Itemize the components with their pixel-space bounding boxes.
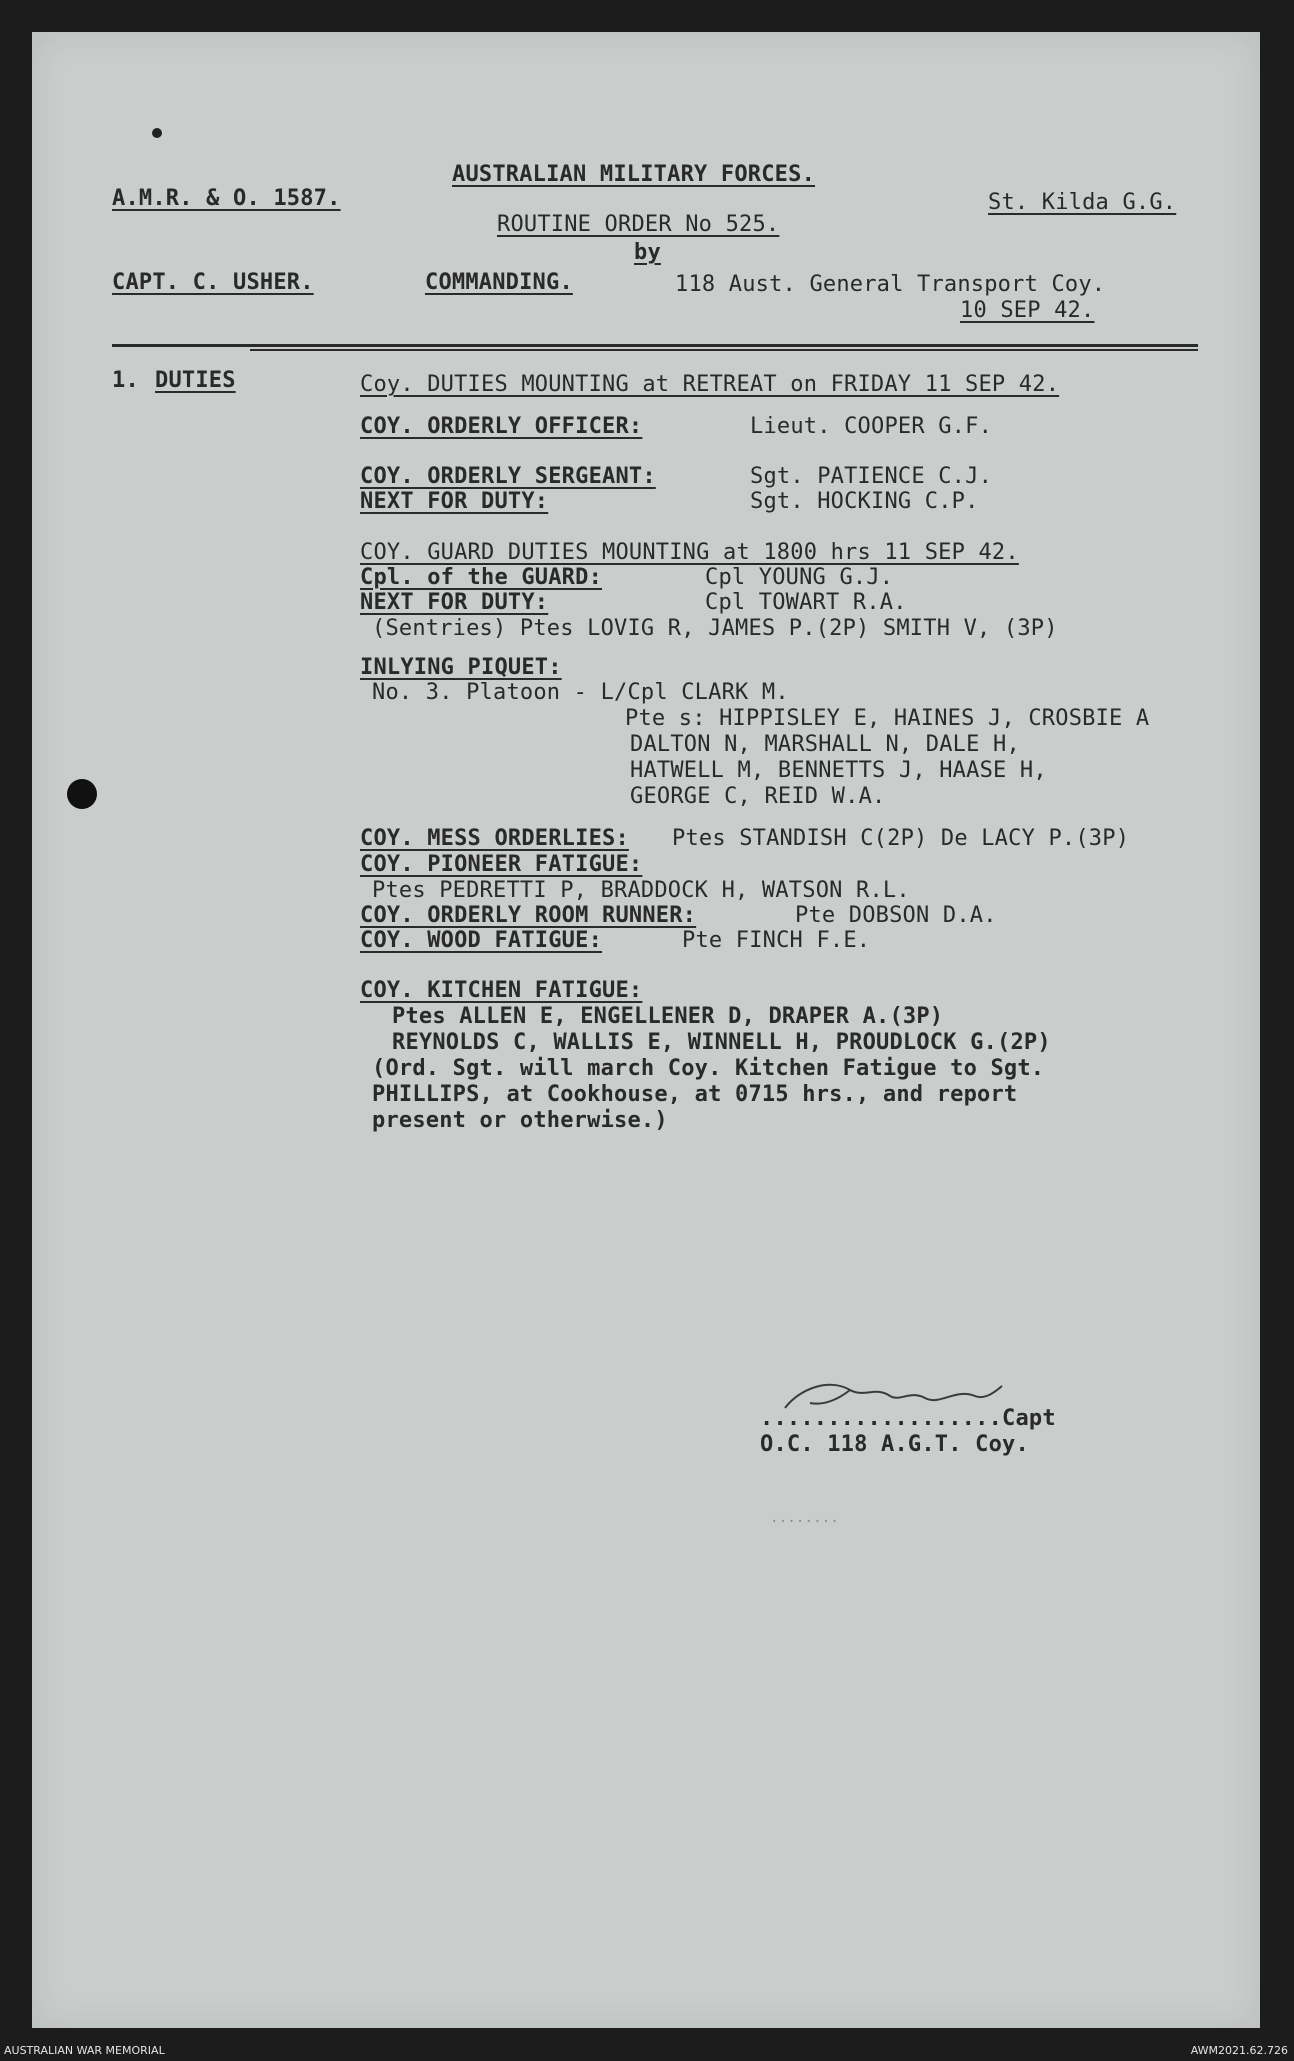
inlying-piquet-label: INLYING PIQUET: — [360, 655, 562, 680]
orderly-officer-value: Lieut. COOPER G.F. — [750, 414, 993, 439]
officer-name: CAPT. C. USHER. — [112, 270, 314, 295]
paper-mark — [152, 128, 162, 138]
pioneer-fatigue-value: Ptes PEDRETTI P, BRADDOCK H, WATSON R.L. — [372, 878, 910, 903]
cpl-guard-value: Cpl YOUNG G.J. — [705, 565, 894, 590]
kitchen-fatigue-label: COY. KITCHEN FATIGUE: — [360, 978, 643, 1003]
location: St. Kilda G.G. — [988, 190, 1177, 215]
section-number: 1. — [112, 368, 139, 393]
signatory-title: O.C. 118 A.G.T. Coy. — [760, 1432, 1029, 1457]
by-label: by — [634, 240, 661, 265]
unit-name: 118 Aust. General Transport Coy. — [675, 272, 1106, 297]
organisation-title: AUSTRALIAN MILITARY FORCES. — [452, 162, 816, 187]
commanding-label: COMMANDING. — [425, 270, 573, 295]
header-divider — [112, 344, 1198, 347]
signature-line: ..................Capt — [760, 1406, 1056, 1431]
wood-fatigue-label: COY. WOOD FATIGUE: — [360, 928, 603, 953]
piquet-line: DALTON N, MARSHALL N, DALE H, — [630, 732, 1020, 757]
kitchen-fatigue-line: REYNOLDS C, WALLIS E, WINNELL H, PROUDLOCK G.(2P) — [392, 1030, 1051, 1055]
orderly-officer-label: COY. ORDERLY OFFICER: — [360, 414, 643, 439]
orderly-room-runner-value: Pte DOBSON D.A. — [795, 903, 997, 928]
order-reference: A.M.R. & O. 1587. — [112, 186, 341, 211]
duties-mounting-line: Coy. DUTIES MOUNTING at RETREAT on FRIDAY 11 SEP 42. — [360, 372, 1060, 397]
pioneer-fatigue-label: COY. PIONEER FATIGUE: — [360, 852, 643, 877]
mess-orderlies-label: COY. MESS ORDERLIES: — [360, 826, 629, 851]
footer-accession-number: AWM2021.62.726 — [1190, 2044, 1288, 2057]
orderly-sergeant-label: COY. ORDERLY SERGEANT: — [360, 464, 656, 489]
next-for-duty-label: NEXT FOR DUTY: — [360, 590, 549, 615]
next-for-duty-value: Sgt. HOCKING C.P. — [750, 489, 979, 514]
piquet-line: HATWELL M, BENNETTS J, HAASE H, — [630, 758, 1047, 783]
section-title: DUTIES — [155, 368, 236, 393]
orderly-room-runner-label: COY. ORDERLY ROOM RUNNER: — [360, 903, 697, 928]
header-divider-2 — [250, 349, 1198, 351]
kitchen-note-line: PHILLIPS, at Cookhouse, at 0715 hrs., and report — [372, 1082, 1018, 1107]
footer-institution: AUSTRALIAN WAR MEMORIAL — [4, 2044, 165, 2057]
sentries-line: (Sentries) Ptes LOVIG R, JAMES P.(2P) SMITH V, (3P) — [372, 616, 1058, 641]
kitchen-fatigue-line: Ptes ALLEN E, ENGELLENER D, DRAPER A.(3P) — [392, 1004, 944, 1029]
next-for-duty-value: Cpl TOWART R.A. — [705, 590, 907, 615]
orderly-sergeant-value: Sgt. PATIENCE C.J. — [750, 464, 993, 489]
mess-orderlies-value: Ptes STANDISH C(2P) De LACY P.(3P) — [672, 826, 1130, 851]
cpl-guard-label: Cpl. of the GUARD: — [360, 565, 603, 590]
punch-hole — [67, 779, 97, 809]
kitchen-note-line: present or otherwise.) — [372, 1108, 668, 1133]
faint-dotted-line: ........ — [770, 1510, 840, 1526]
platoon-line: No. 3. Platoon - L/Cpl CLARK M. — [372, 680, 789, 705]
guard-mounting-line: COY. GUARD DUTIES MOUNTING at 1800 hrs 11 SEP 42. — [360, 540, 1019, 565]
kitchen-note-line: (Ord. Sgt. will march Coy. Kitchen Fatigue to Sgt. — [372, 1056, 1045, 1081]
wood-fatigue-value: Pte FINCH F.E. — [682, 928, 871, 953]
routine-order-number: ROUTINE ORDER No 525. — [497, 212, 780, 237]
order-date: 10 SEP 42. — [960, 298, 1095, 323]
piquet-line: Pte s: HIPPISLEY E, HAINES J, CROSBIE A — [625, 706, 1150, 731]
next-for-duty-label: NEXT FOR DUTY: — [360, 489, 549, 514]
piquet-line: GEORGE C, REID W.A. — [630, 784, 886, 809]
